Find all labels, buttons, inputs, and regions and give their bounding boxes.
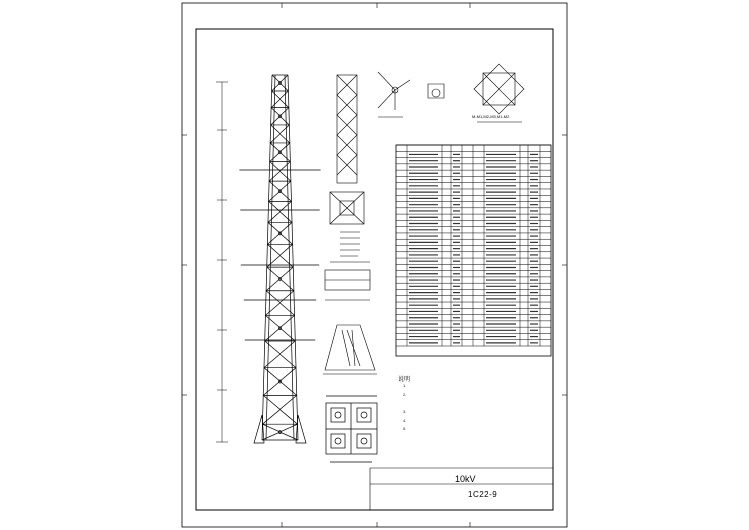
drawing-title: 10kV xyxy=(455,474,476,484)
drawing-number: 1C22-9 xyxy=(468,490,498,499)
sheet-outer-border xyxy=(182,3,567,527)
crossarm-detail xyxy=(325,262,370,300)
height-dimension xyxy=(216,82,228,442)
note-item: 5. xyxy=(403,426,407,431)
base-elevation-detail xyxy=(323,325,377,374)
sheet-inner-border xyxy=(196,29,553,510)
plate-detail xyxy=(428,84,444,98)
note-item: 1. xyxy=(403,383,407,388)
foundation-plan xyxy=(326,396,377,462)
note-item: 4. xyxy=(403,418,407,423)
note-item: 3. xyxy=(403,409,407,414)
legend-text: M-M1,M2-M3,M1-M2 xyxy=(472,114,510,119)
member-list-text xyxy=(340,232,360,256)
tower-elevation xyxy=(239,75,320,443)
zone-ticks xyxy=(182,3,567,527)
note-item: 2. xyxy=(403,392,407,397)
material-table xyxy=(396,145,551,356)
notes-heading: 说明 xyxy=(398,377,411,383)
top-member-detail xyxy=(330,75,364,224)
joint-detail xyxy=(378,72,410,117)
